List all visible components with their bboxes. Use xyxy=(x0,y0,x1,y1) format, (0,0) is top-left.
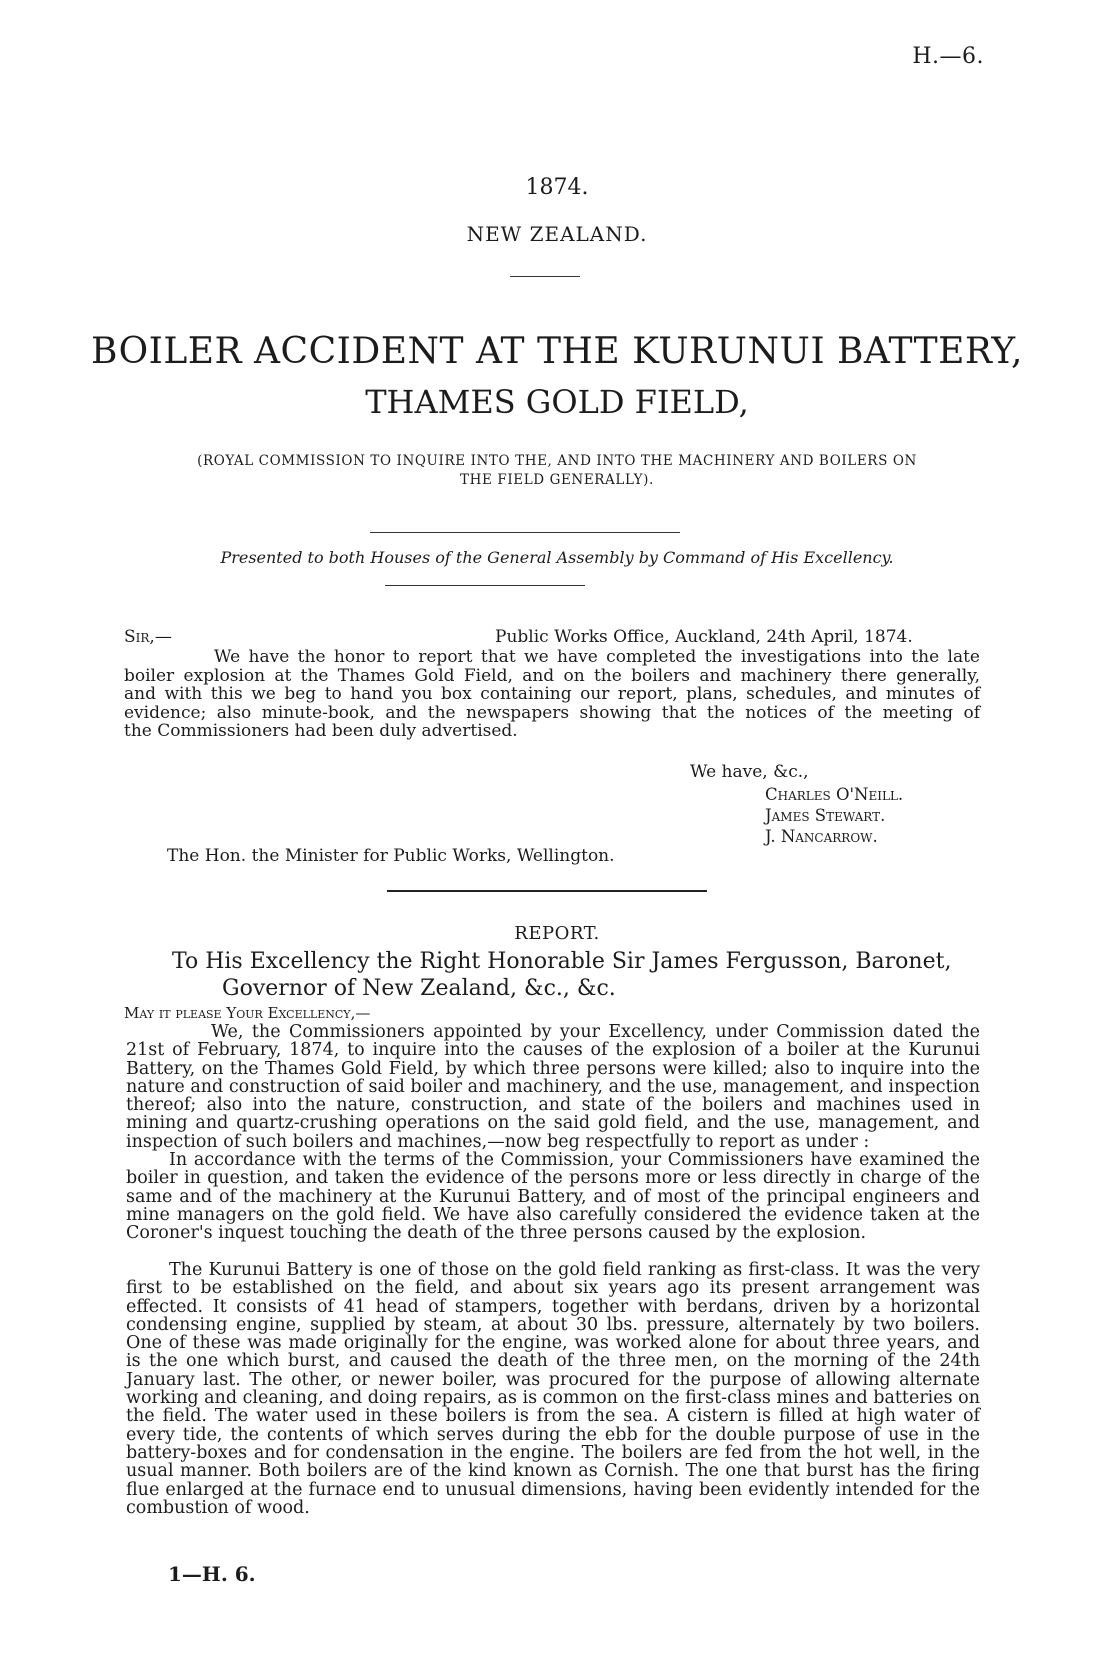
signature-mark: 1—H. 6. xyxy=(168,1562,256,1586)
report-address xyxy=(172,948,992,1002)
letter-addressee: The Hon. the Minister for Public Works, Wellington. xyxy=(167,846,615,866)
presented-note: Presented to both Houses of the General Assembly by Command of His Excellency. xyxy=(220,548,894,567)
letter-place-date: Public Works Office, Auckland, 24th April, 1874. xyxy=(495,627,913,647)
report-heading: REPORT. xyxy=(514,923,600,944)
letter-line: and with this we beg to hand you box containing our report, plans, schedules, and minutes of xyxy=(124,684,980,705)
letter-line: boiler explosion at the Thames Gold Field, and on the boilers and machinery there generally, xyxy=(124,665,980,686)
signatory: Charles O'Neill. xyxy=(765,785,904,804)
country: NEW ZEALAND. xyxy=(466,222,648,246)
address-line-1: To His Excellency the Right Honorable Sir James Fergusson, Baronet, xyxy=(172,949,952,974)
letter-closing: We have, &c., xyxy=(690,762,809,782)
subtitle-line-1: (ROYAL COMMISSION TO INQUIRE INTO THE, AND INTO THE MACHINERY AND BOILERS ON xyxy=(197,453,917,469)
presented-rule-bottom xyxy=(385,585,585,586)
report-paragraph-2: In accordance with the terms of the Commission, your Commissioners have examined the boiler in question, and taken the evidence of the persons more or less directly in charge of the same and of the machinery at the Kurunui Battery, and of most of the principal engineers and mine managers on the gold field. We have also carefully considered the evidence taken at the Coroner's inquest touching the death of the three persons caused by the explosion. xyxy=(126,1150,980,1244)
letter-line: the Commissioners had been duly advertised. xyxy=(124,721,518,742)
signatories xyxy=(765,784,903,847)
letter-body xyxy=(124,648,980,741)
year: 1874. xyxy=(525,175,589,200)
subtitle-line-2: THE FIELD GENERALLY). xyxy=(460,472,654,488)
section-divider xyxy=(387,890,707,892)
letter-line: We have the honor to report that we have completed the investigations into the late xyxy=(214,647,980,667)
letter-line: evidence; also minute-book, and the newspapers showing that the notices of the meeting of xyxy=(124,702,980,723)
paragraph-text: We, the Commissioners appointed by your Excellency, under Commission dated the 21st of February, 1874, to inquire into the causes of the explosion of a boiler at the Kurunui Battery, on the Thames Gold Field, by which three persons were killed; also to inquire into the nature and construction of said boiler and machinery, and the use, management, and inspection thereof; also into the nature, construction, and state of the boilers and machines used in mining and quartz-crushing operations on the said gold field, and the use, management, and inspection of such boilers and machines,—now beg respectfully to report as under : xyxy=(126,1022,980,1152)
letter-salutation: Sir,— xyxy=(124,627,172,647)
presented-rule-top xyxy=(370,532,680,533)
title-divider xyxy=(510,276,580,277)
signatory: J. Nancarrow. xyxy=(765,827,878,846)
report-greeting: May it please Your Excellency,— xyxy=(124,1004,371,1022)
address-line-2: Governor of New Zealand, &c., &c. xyxy=(222,976,616,1001)
report-paragraph-1 xyxy=(126,1023,980,1151)
report-subtitle xyxy=(120,452,994,490)
report-paragraph-3: The Kurunui Battery is one of those on the gold field ranking as first-class. It was the very first to be established on the field, and about six years ago its present arrangement was effected. It consists of 41 head of stampers, together with berdans, driven by a horizontal condensing engine, supplied by steam, at about 30 lbs. pressure, alternately by two boilers. One of these was made originally for the engine, was worked alone for about three years, and is the one which burst, and caused the death of the three men, on the morning of the 24th January last. The other, or newer boiler, was procured for the purpose of allowing alternate working and cleaning, and doing repairs, as is common on the first-class mines and batteries on the field. The water used in these boilers is from the sea. A cistern is filled at high water of every tide, the contents of which serves during the ebb for the double purpose of use in the battery-boxes and for condensation in the engine. The boilers are fed from the hot well, in the usual manner. Both boilers are of the kind known as Cornish. The one that burst has the firing flue enlarged at the furnace end to unusual dimensions, having been evidently intended for the combustion of wood. xyxy=(126,1260,980,1518)
signatory: James Stewart. xyxy=(765,806,886,825)
report-title-line-2: THAMES GOLD FIELD, xyxy=(365,383,749,421)
report-title: BOILER ACCIDENT AT THE KURUNUI BATTERY, xyxy=(90,331,1024,372)
page-reference: H.—6. xyxy=(912,44,984,69)
